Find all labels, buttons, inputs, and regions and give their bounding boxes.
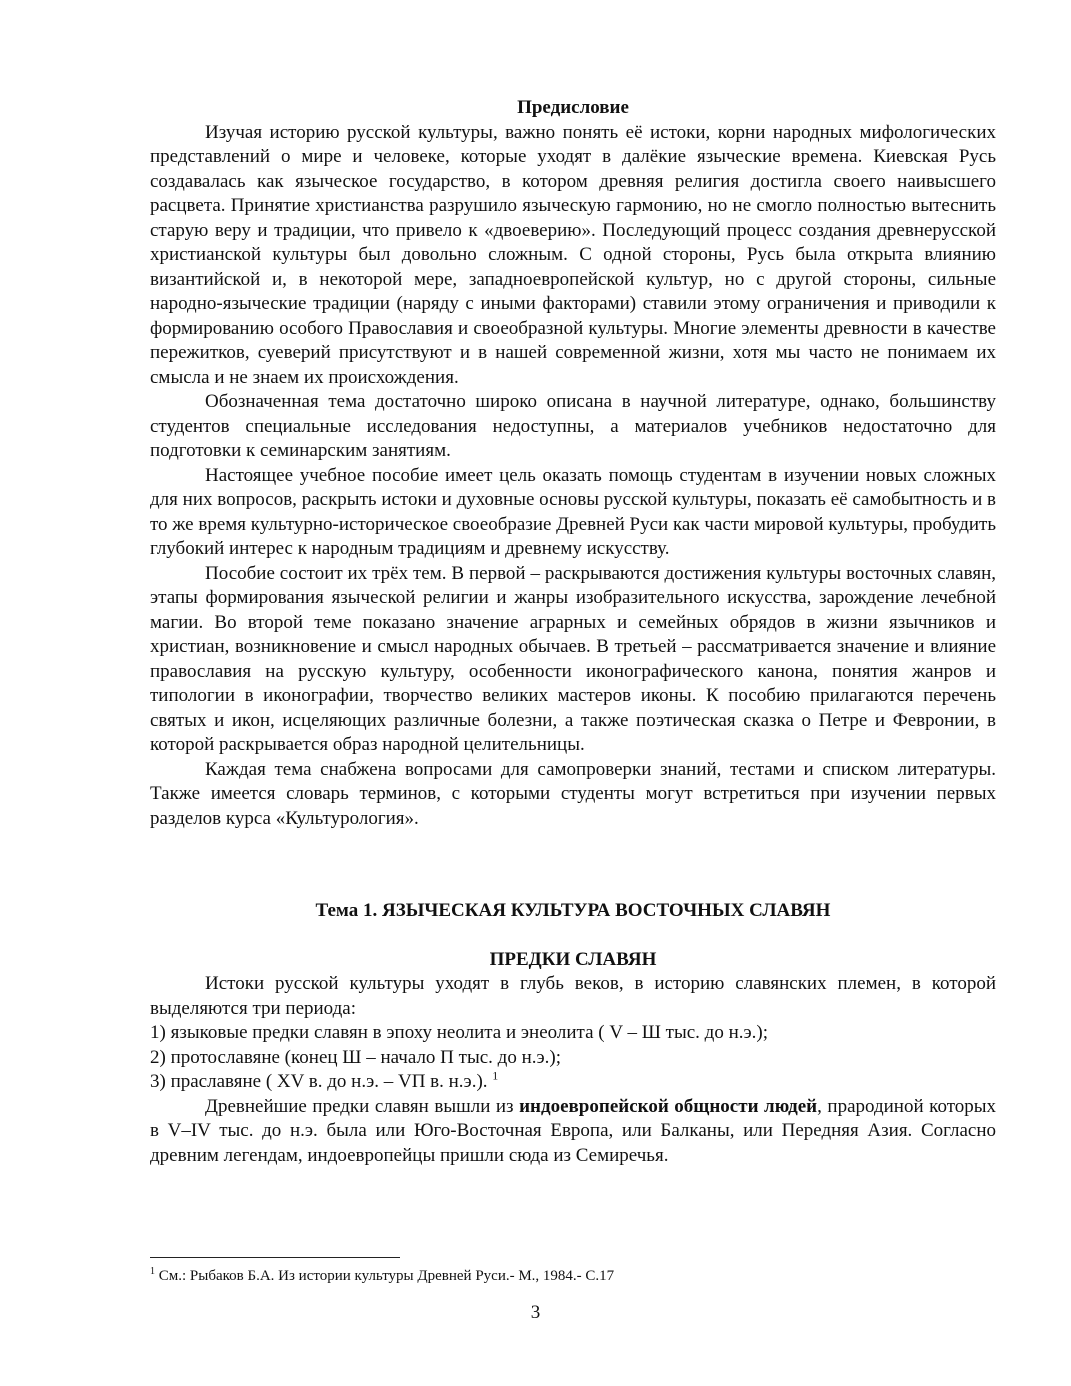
footnote-mark: 1 xyxy=(150,1266,155,1277)
preface-paragraph-1: Изучая историю русской культуры, важно понять её истоки, корни народных мифологических представлений о мире и человеке, которые уходят в далёкие языческие времена. Киевская Русь создавалась как языческое государство, в котором древняя религия достигла своего наивысшего расцвета. Принятие христианства разрушило языческую гармонию, но не смогло полностью вытеснить старую веру и традиции, что привело к «двоеверию». Последующий процесс создания древнерусской христианской культуры был довольно сложным. С одной стороны, Русь была открыта влиянию византийской и, в некоторой мере, западноевропейской культур, но с другой стороны, сильные народно-языческие традиции (наряду с иными факторами) ставили этому ограничения и приводили к формированию особого Православия и своеобразной культуры. Многие элементы древности в качестве пережитков, суеверий присутствуют и в нашей современной жизни, хотя мы часто не понимаем их смысла и не знаем их происхождения. xyxy=(150,121,996,388)
periods-list xyxy=(150,1021,996,1095)
preface-paragraph-5: Каждая тема снабжена вопросами для самопроверки знаний, тестами и списком литературы. Также имеется словарь терминов, с которыми студенты могут встретиться при изучении первых разделов курса «Культурология». xyxy=(150,758,996,829)
ancestors-text-end: , прародиной которых в V–IV тыс. до н.э. была или Юго-Восточная Европа, или Балканы, или Передняя Азия. Согласно древним легендам, индоевропейцы пришли сюда из Семиречья. xyxy=(150,1095,997,1166)
document-page xyxy=(150,96,996,1168)
page-number: 3 xyxy=(530,1302,541,1323)
preface-paragraph-4: Пособие состоит их трёх тем. В первой – раскрываются достижения культуры восточных славян, этапы формирования языческой религии и жанры изобразительного искусства, зарождение лечебной магии. Во второй теме показано значение аграрных и семейных обрядов в жизни язычников и христиан, возникновение и смысл народных обычаев. В третьей – рассматривается значение и влияние православия на русскую культуру, особенности иконографического канона, понятия жанров и типологии в иконографии, творчество великих мастеров иконы. К пособию прилагаются перечень святых и икон, исцеляющих различные болезни, а также поэтическая сказка о Петре и Февронии, в которой раскрывается образ народной целительницы. xyxy=(150,562,996,755)
preface-paragraph-3: Настоящее учебное пособие имеет цель оказать помощь студентам в изучении новых сложных для них вопросов, раскрыть истоки и духовные основы русской культуры, показать её самобытность и в то же время культурно-историческое своеобразие Древней Руси как части мировой культуры, пробудить глубокий интерес к народным традициям и древнему искусству. xyxy=(150,464,997,559)
topic-intro-paragraph: Истоки русской культуры уходят в глубь веков, в историю славянских племен, в которой выделяются три периода: xyxy=(150,973,996,1019)
preface-title: Предисловие xyxy=(517,97,629,118)
ancestors-text-start: Древнейшие предки славян вышли из xyxy=(205,1095,520,1117)
period-item-1: 1) языковые предки славян в эпоху неолита и энеолита ( V – Ш тыс. до н.э.); xyxy=(150,1022,768,1043)
footnote-divider xyxy=(150,1257,400,1258)
footnote-text: См.: Рыбаков Б.А. Из истории культуры Древней Руси.- М., 1984.- С.17 xyxy=(158,1268,615,1284)
topic-title: Тема 1. ЯЗЫЧЕСКАЯ КУЛЬТУРА ВОСТОЧНЫХ СЛАВЯН xyxy=(315,900,831,921)
section-title: ПРЕДКИ СЛАВЯН xyxy=(489,948,657,970)
period-item-2: 2) протославяне (конец Ш – начало П тыс. до н.э.); xyxy=(150,1046,562,1068)
ancestors-paragraph xyxy=(150,1095,996,1169)
period-item-3 xyxy=(150,1070,996,1095)
footnote xyxy=(150,1267,996,1285)
footnote-reference[interactable]: 1 xyxy=(492,1068,499,1083)
preface-paragraph-2: Обозначенная тема достаточно широко описана в научной литературе, однако, большинству студентов специальные исследования недоступны, а материалов учебников недостаточно для подготовки к семинарским занятиям. xyxy=(150,391,996,461)
ancestors-bold-term: индоевропейской общности людей xyxy=(519,1095,818,1117)
period-item-3-text: 3) праславяне ( XV в. до н.э. – VП в. н.э.). xyxy=(150,1071,488,1092)
